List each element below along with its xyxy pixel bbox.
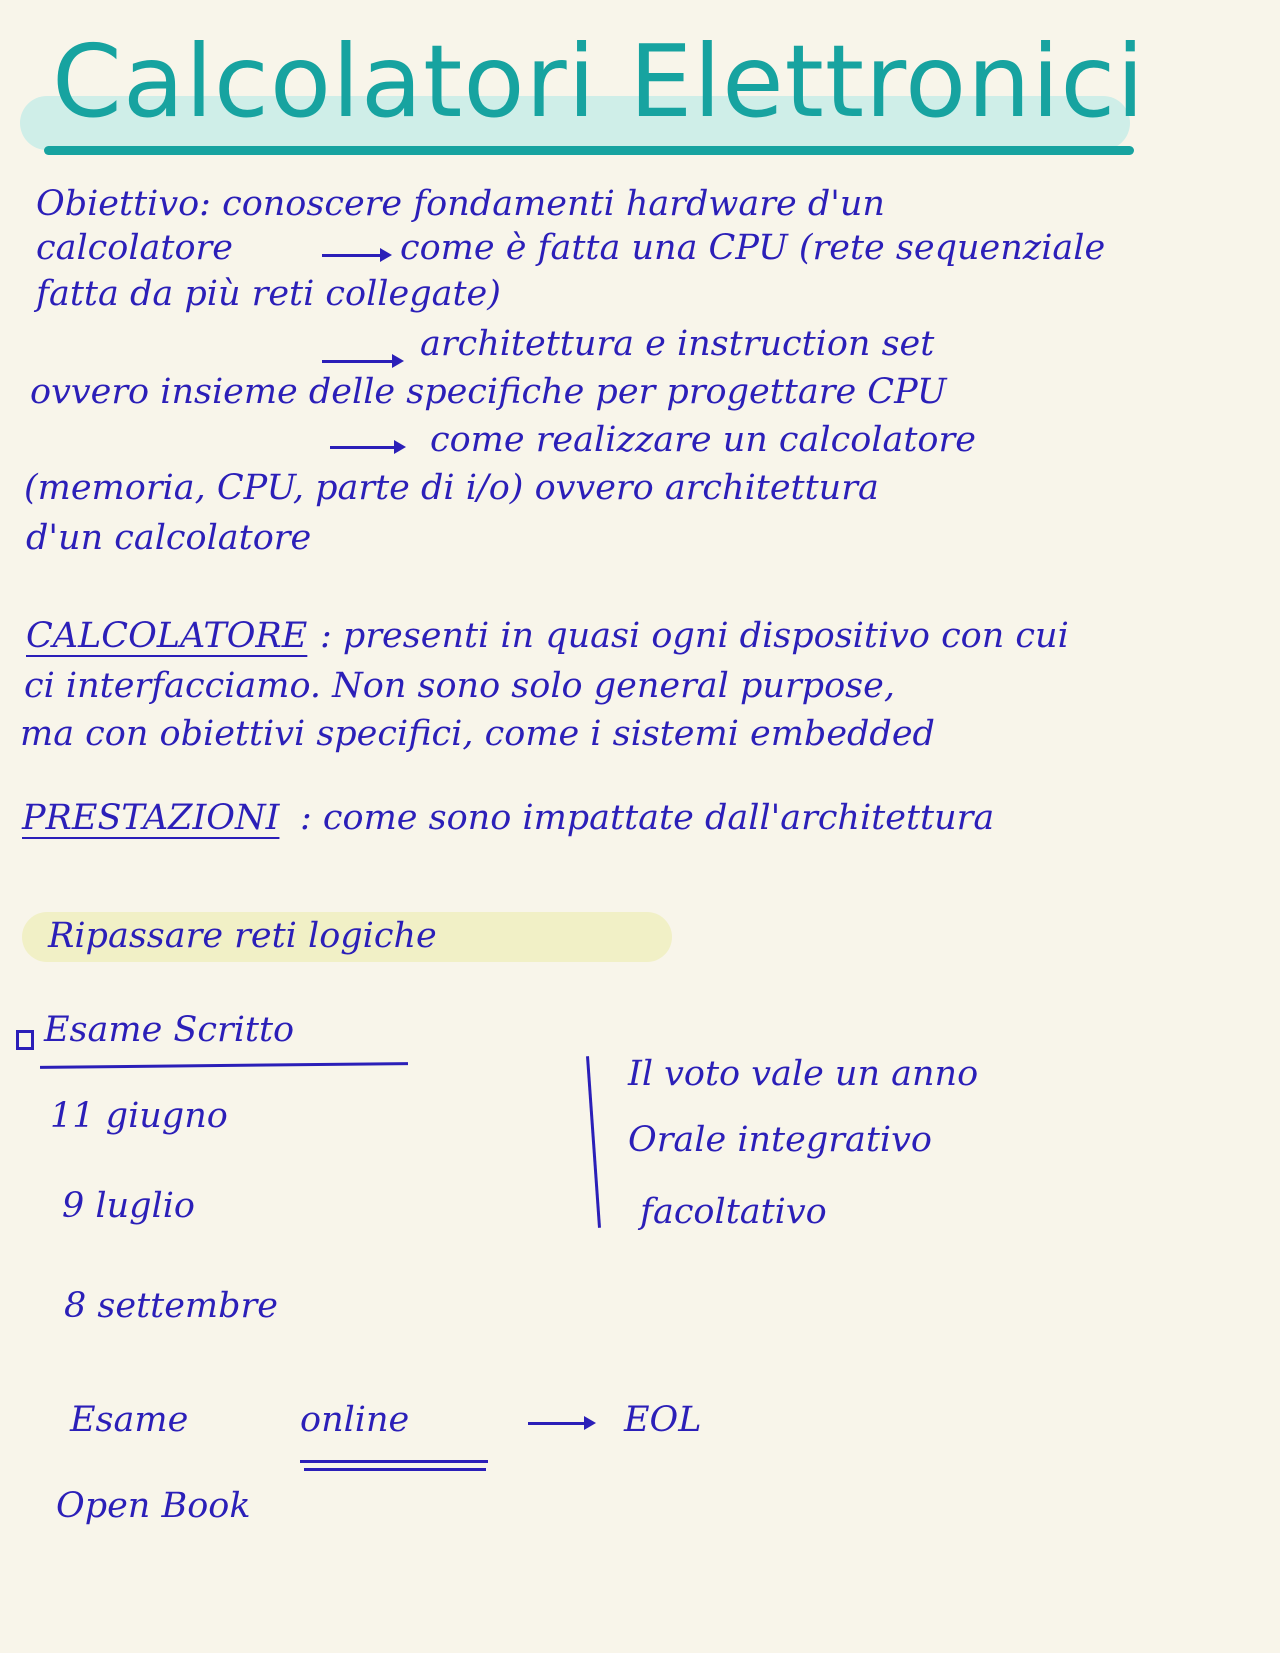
- note-line-2a: calcolatore: [36, 228, 233, 268]
- exam-online-emph: online: [300, 1400, 410, 1440]
- prestazioni-label: PRESTAZIONI: [22, 798, 280, 838]
- note-line-5: ovvero insieme delle specifiche per progettare CPU: [30, 372, 947, 412]
- exam-written-heading: Esame Scritto: [44, 1010, 295, 1050]
- note-line-1: Obiettivo: conoscere fondamenti hardware d'un: [36, 184, 885, 224]
- open-book-label: Open Book: [56, 1486, 251, 1526]
- arrow-icon: [322, 254, 386, 257]
- reminder-text: Ripassare reti logiche: [48, 916, 437, 956]
- online-underline: [304, 1468, 486, 1471]
- arrow-icon: [528, 1422, 590, 1425]
- title-block: [20, 18, 1146, 158]
- note-line-11: ma con obiettivi specifici, come i sistemi embedded: [20, 714, 935, 754]
- exam-underline: [40, 1062, 408, 1069]
- side-note-3: facoltativo: [640, 1192, 827, 1232]
- note-line-9: : presenti in quasi ogni dispositivo con cui: [320, 616, 1069, 656]
- note-line-3: fatta da più reti collegate): [36, 274, 501, 314]
- note-line-10: ci interfacciamo. Non sono solo general purpose,: [24, 666, 895, 706]
- note-line-7: (memoria, CPU, parte di i/o) ovvero architettura: [24, 468, 879, 508]
- arrow-icon: [330, 446, 400, 449]
- side-note-1: Il voto vale un anno: [628, 1054, 979, 1094]
- page-title: Calcolatori Elettronici: [52, 23, 1146, 140]
- exam-online-word: Esame: [70, 1400, 189, 1440]
- note-line-8: d'un calcolatore: [26, 518, 312, 558]
- exam-date-1: 11 giugno: [50, 1096, 228, 1136]
- checkbox-icon: [16, 1030, 34, 1050]
- note-line-2b: come è fatta una CPU (rete sequenziale: [400, 228, 1106, 268]
- note-line-4: architettura e instruction set: [420, 324, 935, 364]
- online-underline: [300, 1460, 488, 1463]
- note-line-12: : come sono impattate dall'architettura: [300, 798, 995, 838]
- exam-date-2: 9 luglio: [62, 1186, 195, 1226]
- divider-line: [586, 1056, 601, 1228]
- side-note-2: Orale integrativo: [628, 1120, 932, 1160]
- note-line-6: come realizzare un calcolatore: [430, 420, 976, 460]
- arrow-icon: [322, 360, 398, 363]
- title-underline: [44, 146, 1134, 155]
- calcolatore-label: CALCOLATORE: [26, 616, 308, 656]
- eol-label: EOL: [624, 1400, 702, 1440]
- exam-date-3: 8 settembre: [64, 1286, 278, 1326]
